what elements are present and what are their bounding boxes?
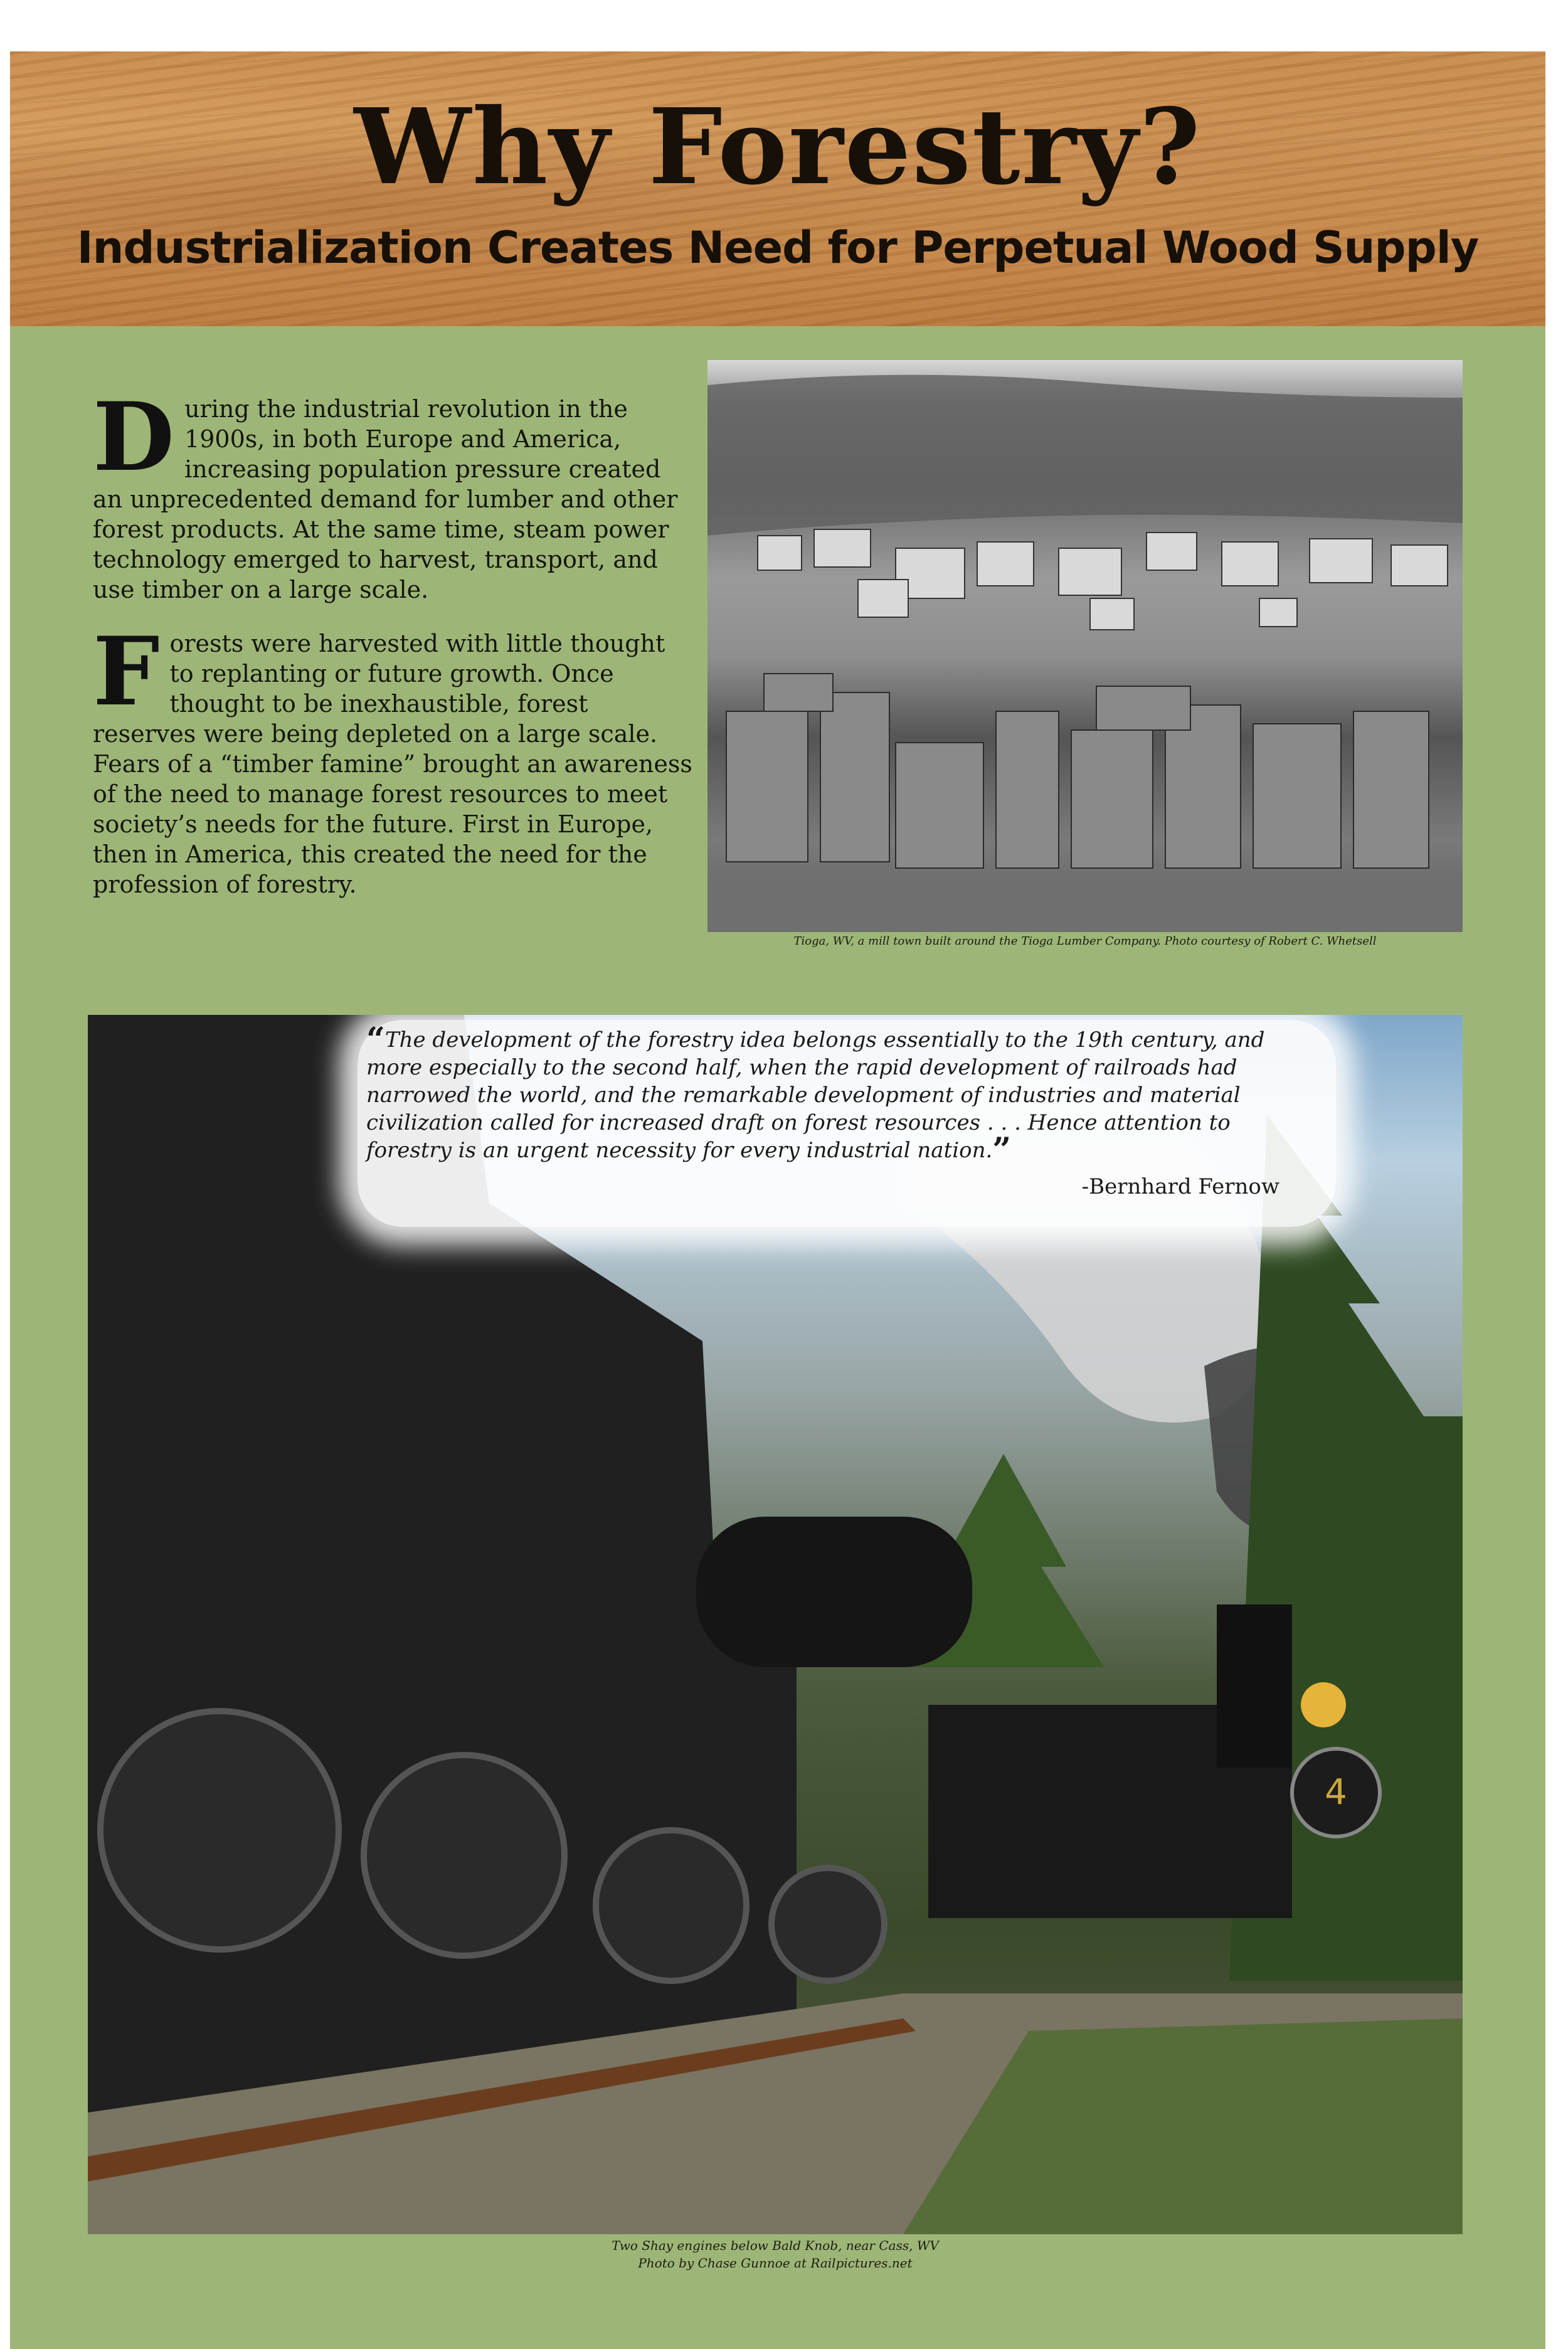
wood-header-banner bbox=[10, 51, 1545, 326]
mill-town-illustration bbox=[707, 360, 1463, 932]
intro-paragraph-2 bbox=[93, 617, 695, 899]
dropcap-letter: F bbox=[93, 617, 160, 727]
caption-line-1: Two Shay engines below Bald Knob, near Cass, WV bbox=[612, 2238, 939, 2253]
close-quote-mark: ” bbox=[992, 1131, 1012, 1169]
quote-text: The development of the forestry idea belongs essentially to the 19th century, and more especially to the second half, when the rapid development of railroads had narrowed the world, and the remarkable development of industries and material civilization called for increased draft on forest resources . . . Hence attention to forestry is an urgent necessity for every industrial nation. bbox=[366, 1027, 1265, 1163]
paragraph-text: orests were harvested with little thought to replanting or future growth. Once thought to be inexhaustible, forest reserves were being depleted on a large scale. Fears of a “timber famine” brought an awareness of the need to manage forest resources to meet society’s needs for the future. First in Europe, then in America, this created the need for the profession of forestry. bbox=[93, 630, 692, 898]
page-title: Why Forestry? bbox=[354, 86, 1202, 208]
intro-paragraph-1 bbox=[93, 382, 695, 605]
mill-town-caption: Tioga, WV, a mill town built around the Tioga Lumber Company. Photo courtesy of Robert C. Whetsell bbox=[793, 935, 1377, 948]
open-quote-mark: “ bbox=[366, 1021, 385, 1059]
dropcap-letter: D bbox=[93, 382, 175, 492]
intro-text-block bbox=[93, 382, 695, 923]
mill-town-photo bbox=[707, 360, 1463, 932]
caption-line-2: Photo by Chase Gunnoe at Railpictures.net bbox=[638, 2256, 913, 2271]
page-subtitle: Industrialization Creates Need for Perpetual Wood Supply bbox=[77, 222, 1479, 273]
fernow-quote bbox=[366, 1021, 1295, 1169]
engine-number-label: 4 bbox=[1325, 1772, 1347, 1813]
shay-engines-caption bbox=[88, 2237, 1463, 2272]
paragraph-text: uring the industrial revolution in the 1900s, in both Europe and America, increasing population pressure created an unprecedented demand for lumber and other forest products. At the same time, steam power technology emerged to harvest, transport, and use timber on a large scale. bbox=[93, 395, 678, 603]
shay-engines-photo bbox=[88, 1015, 1463, 2234]
quote-attribution: -Bernhard Fernow bbox=[1081, 1174, 1279, 1199]
